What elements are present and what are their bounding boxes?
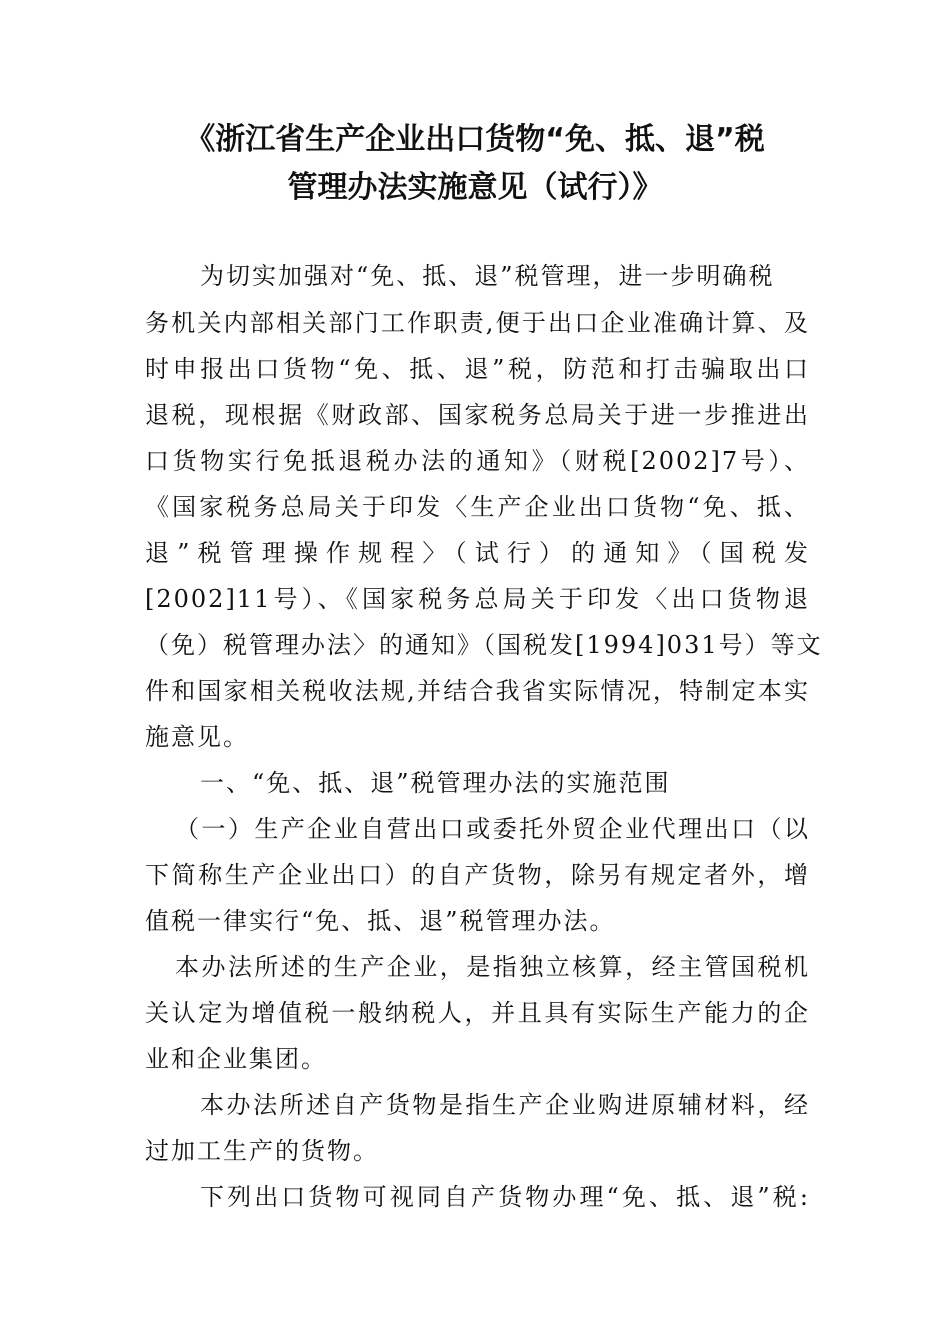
paragraph-line: 本办法所述自产货物是指生产企业购进原辅材料，经 bbox=[200, 1091, 810, 1119]
paragraph-line: 施意见。 bbox=[145, 723, 249, 751]
paragraph-line: 过加工生产的货物。 bbox=[145, 1137, 379, 1165]
section-heading: 一、“免、抵、退”税管理办法的实施范围 bbox=[200, 769, 671, 797]
paragraph-line: [2002]11号）、《国家税务总局关于印发〈出口货物退 bbox=[145, 585, 810, 613]
document-title-line-1: 《浙江省生产企业出口货物“免、抵、退”税 bbox=[185, 122, 765, 157]
paragraph-line: 口货物实行免抵退税办法的通知》（财税[2002]7号）、 bbox=[145, 447, 810, 475]
paragraph-line: 件和国家相关税收法规,并结合我省实际情况，特制定本实 bbox=[145, 677, 810, 705]
paragraph-line: 下简称生产企业出口）的自产货物，除另有规定者外，增 bbox=[145, 861, 810, 889]
document-title-line-2: 管理办法实施意见（试行）》 bbox=[287, 170, 663, 205]
paragraph-line: 业和企业集团。 bbox=[145, 1045, 327, 1073]
paragraph-line: 为切实加强对“免、抵、退”税管理，进一步明确税 bbox=[200, 262, 775, 290]
paragraph-line: 时申报出口货物“免、抵、退”税，防范和打击骗取出口 bbox=[145, 355, 810, 383]
paragraph-line: 关认定为增值税一般纳税人，并且具有实际生产能力的企 bbox=[145, 999, 810, 1027]
paragraph-line: 《国家税务总局关于印发〈生产企业出口货物“免、抵、 bbox=[145, 493, 810, 521]
paragraph-line: 退”税管理操作规程〉（试行）的通知》（国税发 bbox=[145, 539, 810, 567]
paragraph-line: 务机关内部相关部门工作职责,便于出口企业准确计算、及 bbox=[145, 309, 810, 337]
paragraph-line: （一）生产企业自营出口或委托外贸企业代理出口（以 bbox=[175, 815, 810, 843]
paragraph-line: （免）税管理办法〉的通知》（国税发[1994]031号）等文 bbox=[145, 631, 823, 659]
paragraph-line: 下列出口货物可视同自产货物办理“免、抵、退”税: bbox=[200, 1183, 810, 1211]
paragraph-line: 退税，现根据《财政部、国家税务总局关于进一步推进出 bbox=[145, 401, 810, 429]
paragraph-line: 值税一律实行“免、抵、退”税管理办法。 bbox=[145, 907, 616, 935]
paragraph-line: 本办法所述的生产企业，是指独立核算，经主管国税机 bbox=[175, 953, 810, 981]
